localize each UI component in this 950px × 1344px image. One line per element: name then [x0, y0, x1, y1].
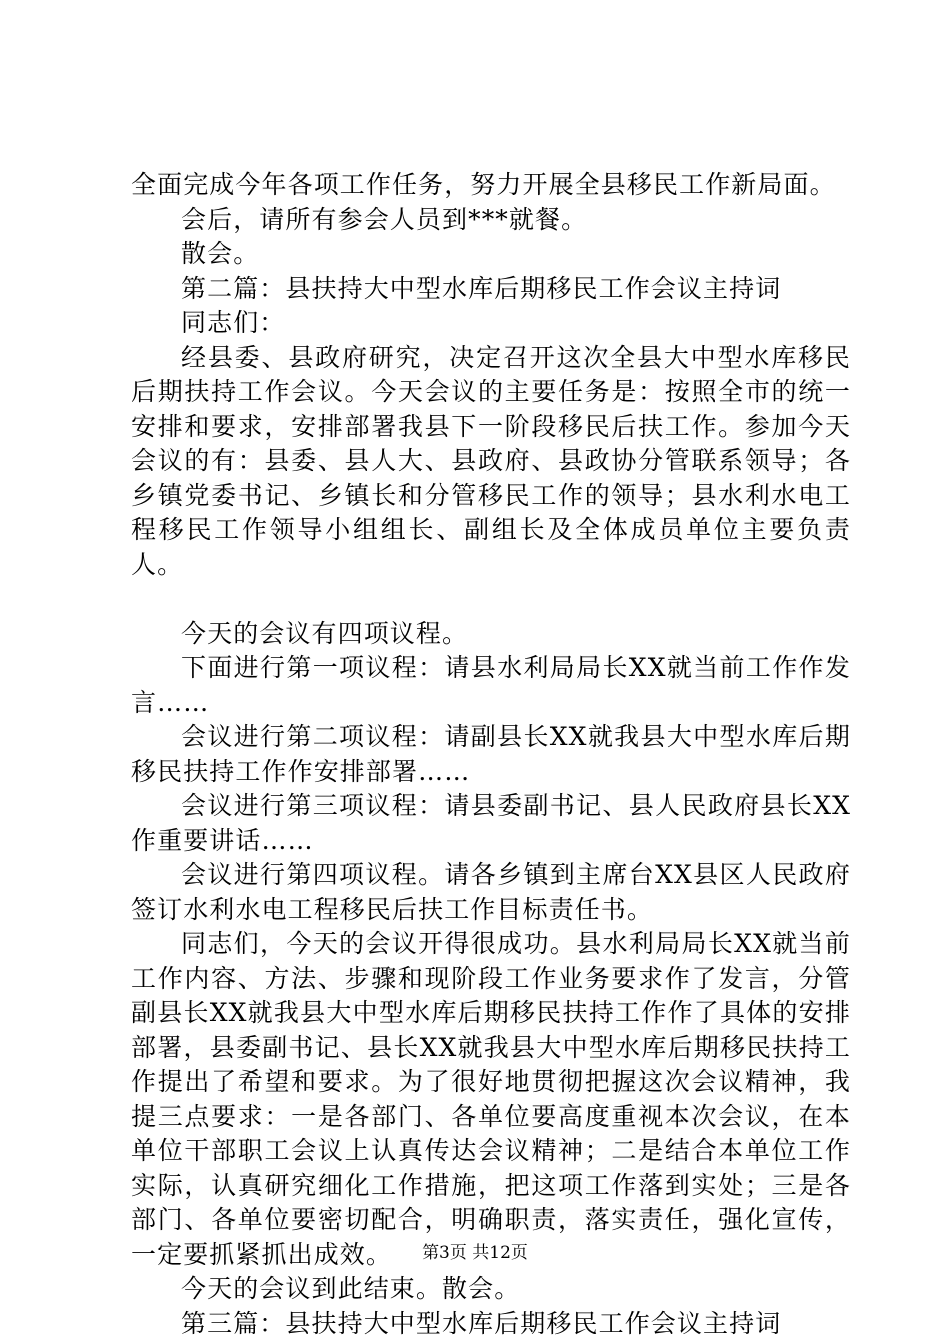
paragraph: 会议进行第三项议程：请县委副书记、县人民政府县长XX作重要讲话……	[131, 791, 851, 855]
paragraph: 下面进行第一项议程：请县水利局局长XX就当前工作作发言……	[131, 653, 851, 717]
paragraph: 全面完成今年各项工作任务，努力开展全县移民工作新局面。	[131, 170, 836, 199]
paragraph: 今天的会议到此结束。散会。	[181, 1274, 521, 1303]
paragraph: 会议进行第四项议程。请各乡镇到主席台XX县区人民政府签订水利水电工程移民后扶工作目标责任书。	[131, 860, 851, 924]
paragraph: 经县委、县政府研究，决定召开这次全县大中型水库移民后期扶持工作会议。今天会议的主要任务是：按照全市的统一安排和要求，安排部署我县下一阶段移民后扶工作。参加今天会议的有：县委、县人大、县政府、县政协分管联系领导；各乡镇党委书记、乡镇长和分管移民工作的领导；县水利水电工程移民工作领导小组组长、副组长及全体成员单位主要负责人。	[131, 342, 851, 579]
paragraph: 同志们，今天的会议开得很成功。县水利局局长XX就当前工作内容、方法、步骤和现阶段工作业务要求作了发言，分管副县长XX就我县大中型水库后期移民扶持工作作了具体的安排部署，县委副书记、县长XX就我县大中型水库后期移民扶持工作提出了希望和要求。为了很好地贯彻把握这次会议精神，我提三点要求：一是各部门、各单位要高度重视本次会议，在本单位干部职工会议上认真传达会议精神；二是结合本单位工作实际，认真研究细化工作措施，把这项工作落到实处；三是各部门、各单位要密切配合，明确职责，落实责任，强化宣传，一定要抓紧抓出成效。	[131, 929, 851, 1269]
paragraph: 会后，请所有参会人员到***就餐。	[181, 204, 588, 234]
section-heading: 第三篇：县扶持大中型水库后期移民工作会议主持词	[181, 1308, 782, 1338]
salutation: 同志们：	[181, 308, 286, 337]
paragraph: 会议进行第二项议程：请副县长XX就我县大中型水库后期移民扶持工作作安排部署……	[131, 722, 851, 786]
paragraph: 散会。	[181, 239, 260, 268]
section-heading: 第二篇：县扶持大中型水库后期移民工作会议主持词	[181, 273, 782, 303]
document-body	[131, 168, 851, 1341]
paragraph: 今天的会议有四项议程。	[181, 618, 469, 648]
blank-line	[131, 582, 851, 617]
page-number-footer: 第3页 共12页	[422, 1243, 528, 1263]
